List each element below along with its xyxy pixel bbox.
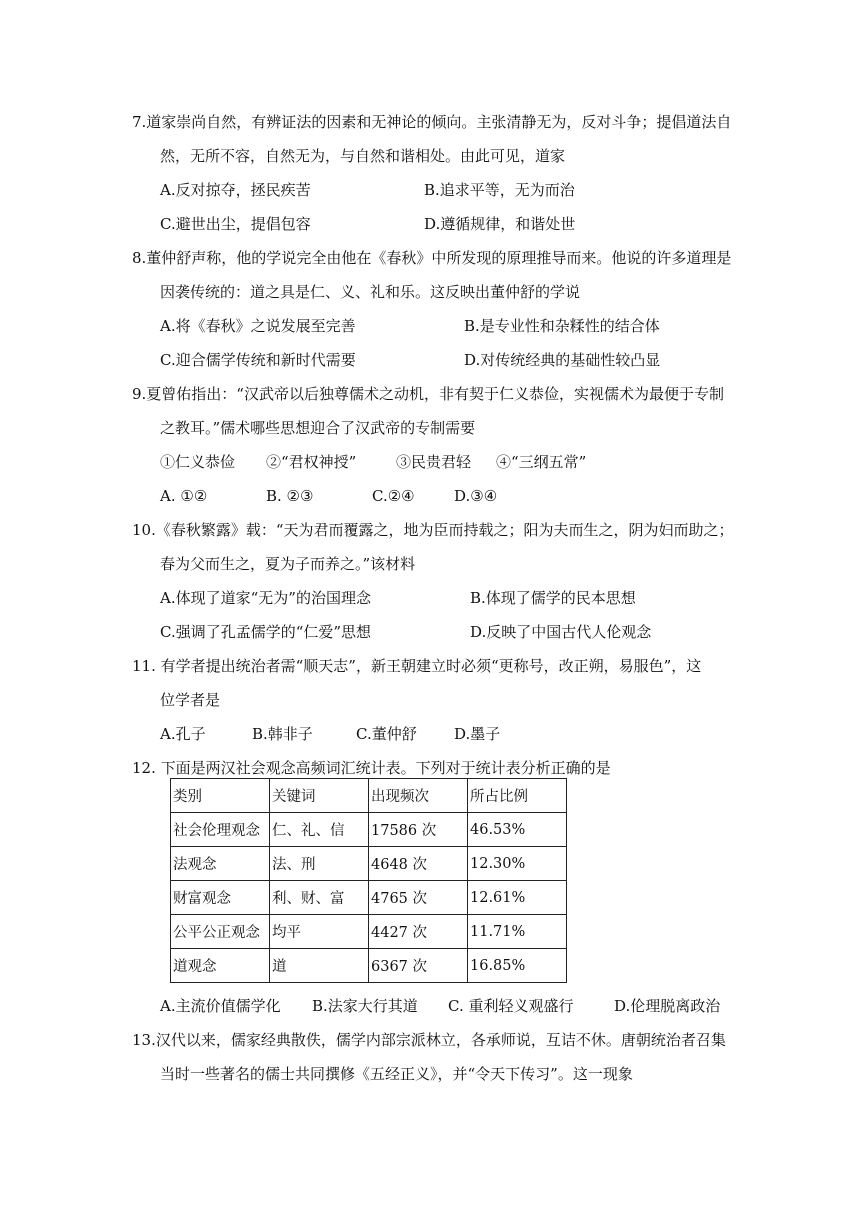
table-cell: 46.53% [468, 813, 567, 847]
question-8-option-d[interactable]: D.对传统经典的基础性较凸显 [464, 351, 661, 369]
question-9-option-d[interactable]: D.③④ [454, 487, 498, 505]
table-header-row [171, 779, 567, 813]
question-11-stem-line1: 11. 有学者提出统治者需“顺天志”，新王朝建立时必须“更称号，改正朔，易服色”，这 [132, 657, 702, 675]
question-11-option-d[interactable]: D.墨子 [454, 725, 501, 743]
question-12-option-b[interactable]: B.法家大行其道 [312, 997, 418, 1015]
question-9-item-1: ①仁义恭俭 [160, 453, 236, 471]
question-13-stem-line1: 13.汉代以来，儒家经典散佚，儒学内部宗派林立，各承师说，互诘不休。唐朝统治者召集 [132, 1031, 726, 1049]
question-9-stem-line1: 9.夏曾佑指出：“汉武帝以后独尊儒术之动机，非有契于仁义恭俭，实视儒术为最便于专制 [132, 385, 724, 403]
question-9-option-c[interactable]: C.②④ [372, 487, 415, 505]
keyword-statistics-table [170, 778, 567, 983]
table-cell: 4765 次 [369, 881, 468, 915]
table-cell: 社会伦理观念 [171, 813, 270, 847]
question-7-option-b[interactable]: B.追求平等，无为而治 [424, 181, 575, 199]
table-cell: 12.61% [468, 881, 567, 915]
table-cell: 公平公正观念 [171, 915, 270, 949]
table-row [171, 915, 567, 949]
question-11-option-a[interactable]: A.孔子 [160, 725, 206, 743]
question-11-stem-line2: 位学者是 [160, 691, 221, 709]
question-10-option-c[interactable]: C.强调了孔孟儒学的“仁爱”思想 [160, 623, 372, 641]
question-7-stem-line1: 7.道家崇尚自然，有辨证法的因素和无神论的倾向。主张清静无为，反对斗争；提倡道法自 [132, 113, 732, 131]
table-cell: 道观念 [171, 949, 270, 983]
table-cell: 6367 次 [369, 949, 468, 983]
table-cell: 法观念 [171, 847, 270, 881]
question-9-item-2: ②“君权神授” [266, 453, 357, 471]
table-cell: 4427 次 [369, 915, 468, 949]
question-12-option-d[interactable]: D.伦理脱离政治 [614, 997, 721, 1015]
table-row [171, 813, 567, 847]
question-7-stem-line2: 然，无所不容，自然无为，与自然和谐相处。由此可见，道家 [160, 147, 566, 165]
question-9-option-b[interactable]: B. ②③ [266, 487, 314, 505]
question-9-item-3: ③民贵君轻 [396, 453, 472, 471]
table-row [171, 949, 567, 983]
table-cell: 16.85% [468, 949, 567, 983]
table-cell: 均平 [270, 915, 369, 949]
question-10-stem-line2: 春为父而生之，夏为子而养之。”该材料 [160, 555, 416, 573]
question-8-stem-line2: 因袭传统的：道之具是仁、义、礼和乐。这反映出董仲舒的学说 [160, 283, 581, 301]
question-7-option-d[interactable]: D.遵循规律，和谐处世 [424, 215, 576, 233]
table-cell: 4648 次 [369, 847, 468, 881]
question-9-option-a[interactable]: A. ①② [160, 487, 208, 505]
table-cell: 12.30% [468, 847, 567, 881]
question-9-stem-line2: 之教耳。”儒术哪些思想迎合了汉武帝的专制需要 [160, 419, 476, 437]
question-10-option-d[interactable]: D.反映了中国古代人伦观念 [470, 623, 652, 641]
question-8-option-a[interactable]: A.将《春秋》之说发展至完善 [160, 317, 356, 335]
question-13-stem-line2: 当时一些著名的儒士共同撰修《五经正义》，并“令天下传习”。这一现象 [160, 1065, 633, 1083]
question-7-option-a[interactable]: A.反对掠夺，拯民疾苦 [160, 181, 311, 199]
question-10-option-a[interactable]: A.体现了道家“无为”的治国理念 [160, 589, 371, 607]
table-cell: 11.71% [468, 915, 567, 949]
table-cell: 财富观念 [171, 881, 270, 915]
question-11-option-c[interactable]: C.董仲舒 [356, 725, 417, 743]
table-header-cell: 所占比例 [468, 779, 567, 813]
question-10-option-b[interactable]: B.体现了儒学的民本思想 [470, 589, 636, 607]
question-12-option-a[interactable]: A.主流价值儒学化 [160, 997, 281, 1015]
question-8-option-b[interactable]: B.是专业性和杂糅性的结合体 [464, 317, 660, 335]
question-8-stem-line1: 8.董仲舒声称，他的学说完全由他在《春秋》中所发现的原理推导而来。他说的许多道理是 [132, 249, 732, 267]
question-9-item-4: ④“三纲五常” [496, 453, 587, 471]
question-12-option-c[interactable]: C. 重利轻义观盛行 [448, 997, 574, 1015]
table-cell: 17586 次 [369, 813, 468, 847]
question-11-option-b[interactable]: B.韩非子 [252, 725, 313, 743]
table-cell: 利、财、富 [270, 881, 369, 915]
table-cell: 法、刑 [270, 847, 369, 881]
question-10-stem-line1: 10.《春秋繁露》载：“天为君而覆露之，地为臣而持载之；阳为夫而生之，阴为妇而助之； [132, 521, 734, 539]
table-cell: 道 [270, 949, 369, 983]
table-cell: 仁、礼、信 [270, 813, 369, 847]
question-12-stem: 12. 下面是两汉社会观念高频词汇统计表。下列对于统计表分析正确的是 [132, 759, 611, 777]
table-header-cell: 出现频次 [369, 779, 468, 813]
table-row [171, 847, 567, 881]
table-header-cell: 类别 [171, 779, 270, 813]
table-row [171, 881, 567, 915]
table-header-cell: 关键词 [270, 779, 369, 813]
question-7-option-c[interactable]: C.避世出尘，提倡包容 [160, 215, 311, 233]
question-8-option-c[interactable]: C.迎合儒学传统和新时代需要 [160, 351, 356, 369]
